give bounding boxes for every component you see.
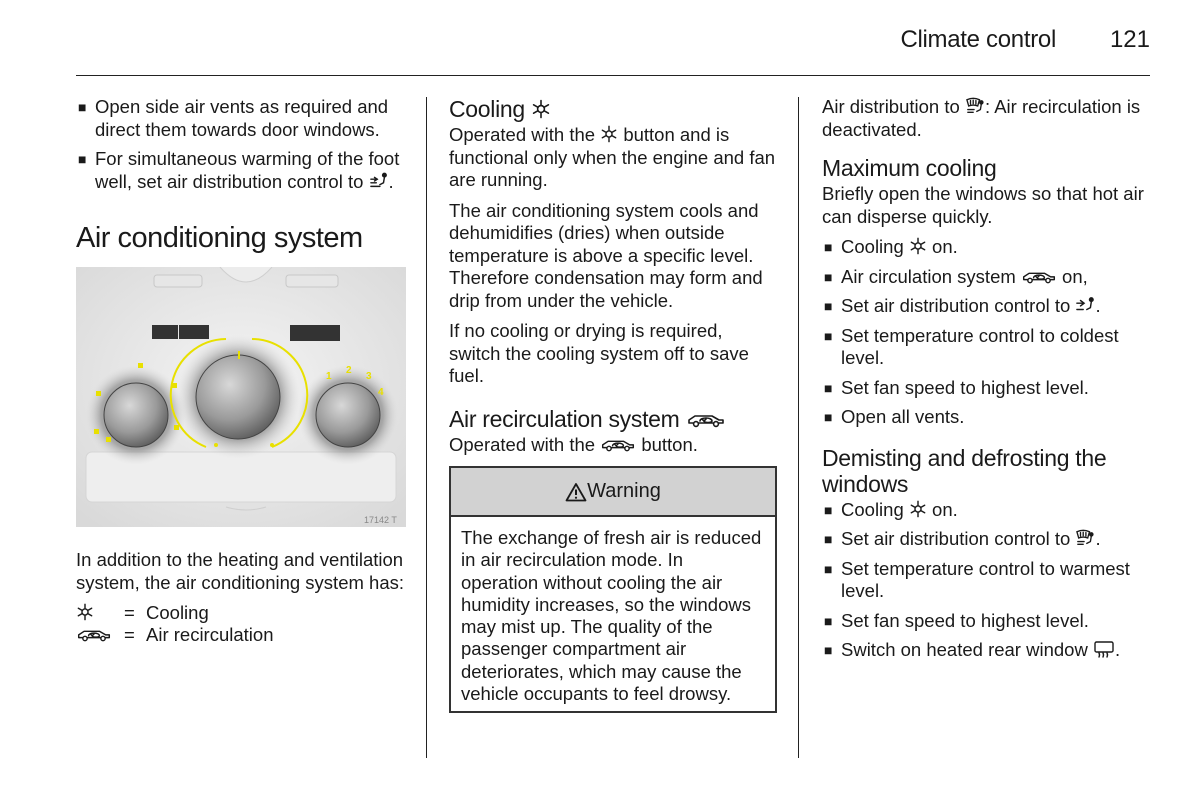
heading-maximum-cooling: Maximum cooling bbox=[822, 155, 997, 181]
column-divider-2 bbox=[798, 97, 799, 758]
page-section-title: Climate control bbox=[900, 26, 1056, 53]
list-item: ■ Set temperature control to warmest level. bbox=[824, 557, 1130, 601]
foot-distribution-icon bbox=[369, 172, 389, 190]
recirculation-button bbox=[179, 325, 209, 339]
list-item: ■ Open side air vents as required and direct them towards door windows. bbox=[78, 96, 389, 140]
air-distribution-knob bbox=[104, 383, 168, 447]
list-item: ■ Air circulation system on, bbox=[824, 265, 1088, 287]
column-divider-1 bbox=[426, 97, 427, 758]
fan-label-1: 1 bbox=[326, 371, 332, 382]
snowflake-icon bbox=[909, 500, 927, 518]
vent-distribution-icon bbox=[1075, 296, 1095, 314]
fan-speed-knob bbox=[316, 383, 380, 447]
legend-row-recirculation: = Air recirculation bbox=[76, 624, 410, 646]
cooling-paragraph-1: Operated with the button and is functional only when the engine and fan are running. bbox=[449, 124, 776, 190]
figure-label: 17142 T bbox=[364, 515, 397, 525]
recirculation-icon bbox=[600, 435, 636, 453]
recirculation-icon bbox=[76, 625, 112, 643]
list-item: ■ Set fan speed to highest level. bbox=[824, 376, 1089, 398]
control-panel-illustration bbox=[76, 267, 406, 527]
warning-header: Warning bbox=[451, 468, 775, 517]
heading-air-recirculation: Air recirculation system bbox=[449, 406, 779, 432]
section-heading-air-conditioning: Air conditioning system bbox=[76, 222, 363, 254]
warning-box bbox=[449, 466, 777, 713]
page-number: 121 bbox=[1109, 26, 1150, 53]
warning-triangle-icon bbox=[565, 482, 587, 502]
list-item: ■ Set air distribution control to . bbox=[824, 528, 1101, 549]
list-item: ■ Set air distribution control to . bbox=[824, 295, 1101, 316]
fan-label-3: 3 bbox=[366, 371, 372, 382]
snowflake-icon bbox=[531, 99, 551, 119]
column-right bbox=[822, 96, 1156, 670]
fan-label-2: 2 bbox=[346, 365, 352, 376]
distribution-note: Air distribution to : Air recirculation is deactivated. bbox=[822, 96, 1141, 140]
snowflake-icon bbox=[600, 125, 618, 143]
recirculation-paragraph: Operated with the button. bbox=[449, 433, 698, 455]
list-item: ■ For simultaneous warming of the foot well, set air distribution control to . bbox=[78, 148, 400, 192]
cooling-paragraph-2: The air conditioning system cools and dehumidifies (dries) when outside temperature is above a specific level. Therefore condensation may form and drip from under the vehicle. bbox=[449, 199, 763, 311]
list-item: ■ Open all vents. bbox=[824, 406, 965, 427]
column-middle bbox=[449, 96, 779, 713]
warning-text: The exchange of fresh air is reduced in air recirculation mode. In operation without cooling the air humidity increases, so the windows may mist up. The quality of the passenger compartment air deteriorates, which may cause the vehicle occupants to feel drowsy. bbox=[461, 527, 762, 705]
snowflake-icon bbox=[909, 237, 927, 255]
column-left bbox=[76, 96, 410, 646]
list-item: ■ Cooling on. bbox=[824, 498, 958, 520]
list-item: ■ Set fan speed to highest level. bbox=[824, 609, 1089, 631]
list-item: ■ Set temperature control to coldest level. bbox=[824, 324, 1119, 368]
rear-window-button bbox=[290, 325, 340, 341]
demisting-list bbox=[822, 499, 1156, 662]
intro-paragraph: In addition to the heating and ventilation system, the air conditioning system has: bbox=[76, 549, 405, 593]
snowflake-icon bbox=[76, 603, 94, 621]
fan-label-4: 4 bbox=[378, 387, 384, 398]
legend-row-cooling: = Cooling bbox=[76, 602, 410, 624]
list-item: ■ Cooling on. bbox=[824, 236, 958, 257]
max-cooling-list bbox=[822, 236, 1156, 429]
recirculation-icon bbox=[1021, 267, 1057, 285]
recirculation-icon bbox=[686, 409, 726, 429]
vent-instructions-list bbox=[76, 96, 410, 193]
windscreen-distribution-icon bbox=[1075, 529, 1095, 547]
temperature-knob bbox=[196, 355, 280, 439]
heated-rear-window-icon bbox=[1093, 640, 1115, 658]
header-divider bbox=[76, 75, 1150, 76]
windscreen-distribution-icon bbox=[965, 97, 985, 115]
heading-cooling: Cooling bbox=[449, 96, 779, 122]
heading-demisting: Demisting and defrosting the windows bbox=[822, 444, 1107, 497]
cooling-paragraph-3: If no cooling or drying is required, switch the cooling system off to save fuel. bbox=[449, 320, 749, 386]
cooling-button bbox=[152, 325, 178, 339]
max-cooling-paragraph: Briefly open the windows so that hot air can disperse quickly. bbox=[822, 183, 1144, 227]
list-item: ■ Switch on heated rear window . bbox=[824, 639, 1121, 660]
